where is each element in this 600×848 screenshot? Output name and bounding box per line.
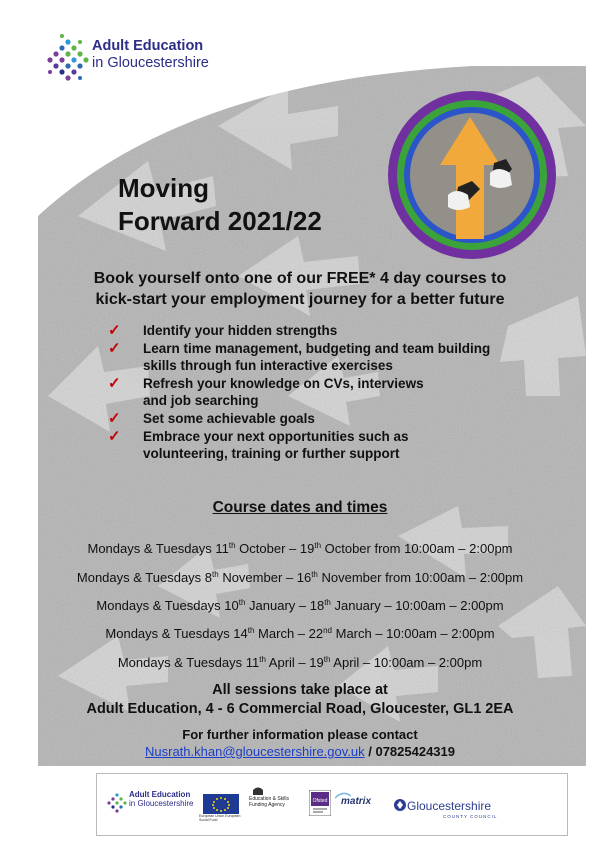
- ordinal-suffix: th: [259, 655, 266, 664]
- checkmark-icon: ✓: [108, 340, 121, 357]
- esfa-label: Education & Skills Funding Agency: [249, 796, 290, 808]
- gloucestershire-crest-icon: [393, 798, 407, 812]
- council-name: Gloucestershire: [407, 799, 492, 813]
- list-item: [108, 375, 578, 409]
- contact-email-link[interactable]: Nusrath.khan@gloucestershire.gov.uk: [145, 744, 365, 759]
- contact-phone: / 07825424319: [364, 744, 455, 759]
- date-text: November – 16: [218, 570, 312, 585]
- date-row: [0, 541, 600, 556]
- crest-icon: [252, 786, 264, 796]
- eu-flag-icon: [203, 794, 239, 814]
- list-item: [108, 428, 578, 462]
- date-text: January – 10:00am – 2:00pm: [330, 598, 504, 613]
- course-dates-heading: Course dates and times: [212, 499, 388, 516]
- logo-wordmark: [92, 38, 209, 72]
- checkmark-icon: ✓: [108, 322, 121, 339]
- date-text: April – 10:00am – 2:00pm: [330, 655, 483, 670]
- logo-line-2: in Gloucestershire: [92, 55, 209, 71]
- bullet-text: Refresh your knowledge on CVs, interviews: [143, 376, 424, 391]
- footer-ae-wordmark: [129, 790, 193, 808]
- date-row: [0, 626, 600, 641]
- list-item: [108, 340, 578, 374]
- date-text: April – 19: [265, 655, 324, 670]
- ordinal-suffix: th: [323, 655, 331, 664]
- ofsted-label: Ofsted: [312, 798, 328, 804]
- intro-line-1: Book yourself onto one of our FREE* 4 day courses to: [93, 270, 507, 287]
- date-row: [0, 655, 600, 670]
- bullet-text: Identify your hidden strengths: [143, 323, 338, 338]
- bullet-text: skills through fun interactive exercises: [143, 358, 393, 373]
- date-text: Mondays & Tuesdays 11: [87, 541, 229, 556]
- eu-caption: European Union European Social Fund: [199, 814, 241, 822]
- date-text: October – 19: [235, 541, 315, 556]
- ordinal-suffix: th: [314, 541, 322, 550]
- logo-line-1: Adult Education: [92, 38, 204, 54]
- bullet-text: Learn time management, budgeting and team building: [143, 341, 491, 356]
- bullet-text: and job searching: [143, 393, 259, 408]
- venue-address: Adult Education, 4 - 6 Commercial Road, Gloucester, GL1 2EA: [86, 701, 514, 717]
- intro-text: [40, 268, 560, 310]
- date-text: November from 10:00am – 2:00pm: [317, 570, 524, 585]
- benefits-list: [108, 322, 578, 463]
- contact-info: [0, 726, 600, 760]
- venue-info: [0, 681, 600, 719]
- date-row: [0, 570, 600, 585]
- page-title: [118, 172, 322, 238]
- date-row: [0, 598, 600, 613]
- bullet-text: volunteering, training or further support: [143, 446, 400, 461]
- ordinal-suffix: th: [238, 598, 246, 607]
- ordinal-suffix: th: [228, 541, 236, 550]
- list-item: [108, 410, 578, 427]
- title-line-1: Moving: [118, 173, 209, 203]
- intro-line-2: kick-start your employment journey for a better future: [95, 291, 505, 308]
- checkmark-icon: ✓: [108, 410, 121, 427]
- title-line-2: Forward 2021/22: [118, 206, 322, 236]
- date-text: October from 10:00am – 2:00pm: [321, 541, 513, 556]
- moving-forward-emblem-icon: [386, 89, 558, 261]
- date-text: March – 10:00am – 2:00pm: [332, 626, 495, 641]
- date-text: Mondays & Tuesdays 8: [76, 570, 213, 585]
- partner-logos-footer: [96, 773, 568, 836]
- council-subtitle: COUNTY COUNCIL: [443, 814, 498, 819]
- ordinal-suffix: nd: [323, 626, 332, 635]
- ordinal-suffix: th: [324, 598, 331, 607]
- contact-prompt: For further information please contact: [182, 727, 418, 742]
- checkmark-icon: ✓: [108, 428, 121, 445]
- footer-ae-line-2: in Gloucestershire: [129, 799, 194, 808]
- bullet-text: Set some achievable goals: [143, 411, 315, 426]
- ordinal-suffix: th: [212, 570, 219, 579]
- date-text: March – 22: [254, 626, 324, 641]
- ordinal-suffix: th: [247, 626, 255, 635]
- checkmark-icon: ✓: [108, 375, 121, 392]
- date-text: Mondays & Tuesdays 11: [117, 655, 260, 670]
- ofsted-logo-icon: [309, 790, 331, 816]
- bullet-text: Embrace your next opportunities such as: [143, 429, 409, 444]
- list-item: [108, 322, 578, 339]
- venue-line-1: All sessions take place at: [212, 682, 388, 698]
- date-text: January – 18: [245, 598, 325, 613]
- matrix-label: matrix: [341, 796, 372, 807]
- adult-education-small-logo-icon: [105, 788, 129, 818]
- footer-ae-line-1: Adult Education: [129, 790, 191, 799]
- ordinal-suffix: th: [311, 570, 318, 579]
- date-text: Mondays & Tuesdays 14: [105, 626, 248, 641]
- date-text: Mondays & Tuesdays 10: [96, 598, 239, 613]
